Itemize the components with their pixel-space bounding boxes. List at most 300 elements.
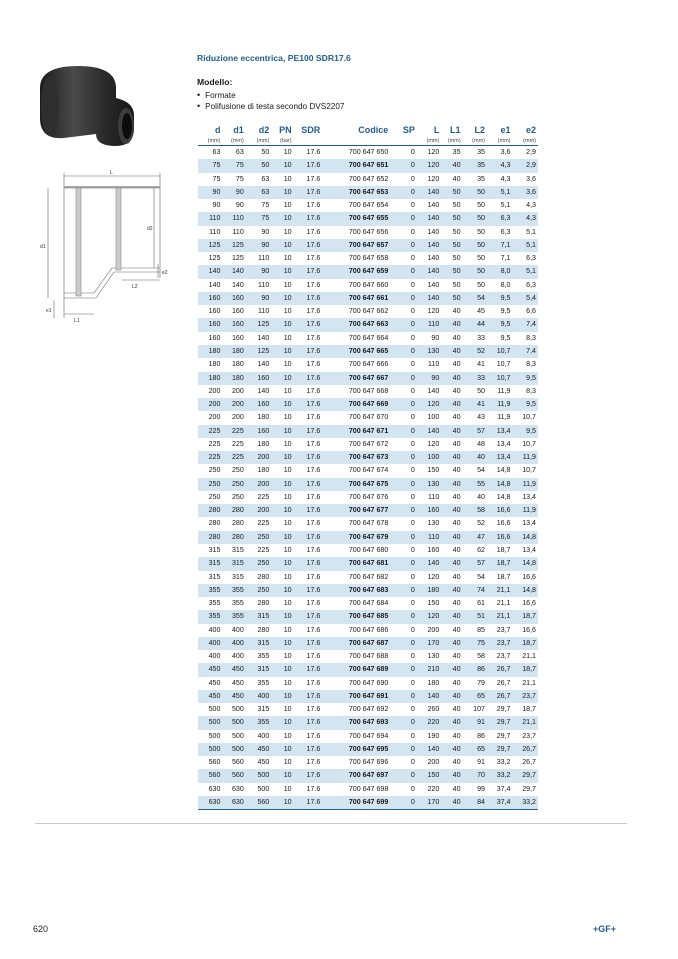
table-cell: 29,7 bbox=[496, 731, 511, 740]
table-cell: 220 bbox=[427, 784, 440, 793]
table-cell: 10 bbox=[283, 678, 292, 687]
table-cell: 50 bbox=[477, 201, 485, 210]
table-cell: 120 bbox=[427, 439, 440, 448]
table-cell: 0 bbox=[390, 743, 417, 756]
table-cell: 58 bbox=[477, 652, 485, 661]
column-header: e1 bbox=[500, 125, 511, 135]
table-cell: 315 bbox=[198, 557, 222, 570]
table-cell: 35 bbox=[452, 148, 461, 156]
table-cell: 0 bbox=[390, 186, 417, 199]
table-cell: 17.6 bbox=[306, 439, 321, 448]
table-cell: 400 bbox=[246, 690, 272, 703]
table-row bbox=[198, 650, 538, 663]
label-L1: L1 bbox=[74, 318, 80, 324]
table-cell: 0 bbox=[410, 227, 415, 236]
column-unit: (mm) bbox=[198, 137, 222, 146]
table-cell: 355 bbox=[222, 584, 245, 597]
table-cell: 21,1 bbox=[522, 678, 536, 687]
table-cell: 0 bbox=[410, 519, 415, 528]
table-cell: 63 bbox=[261, 174, 270, 183]
table-cell: 0 bbox=[390, 292, 417, 305]
table-cell: 125 bbox=[198, 239, 222, 252]
table-cell: 17.6 bbox=[306, 678, 321, 687]
table-cell: 40 bbox=[452, 625, 461, 634]
table-cell: 180 bbox=[257, 413, 270, 422]
table-cell: 8,3 bbox=[526, 333, 536, 342]
table-row bbox=[198, 239, 538, 252]
table-row bbox=[198, 345, 538, 358]
table-cell: 10 bbox=[271, 239, 293, 252]
table-cell: 9,5 bbox=[513, 398, 539, 411]
table-row bbox=[198, 557, 538, 570]
table-cell: 10 bbox=[271, 186, 293, 199]
table-cell: 17.6 bbox=[294, 318, 323, 331]
table-cell: 9,5 bbox=[513, 425, 539, 438]
table-cell: 450 bbox=[257, 758, 270, 767]
table-cell: 160 bbox=[417, 504, 441, 517]
table-cell: 355 bbox=[198, 584, 222, 597]
table-row bbox=[198, 796, 538, 810]
codice-cell: 700 647 667 bbox=[322, 372, 390, 385]
table-cell: 17.6 bbox=[306, 413, 321, 422]
table-cell: 250 bbox=[246, 584, 272, 597]
table-cell: 40 bbox=[441, 557, 462, 570]
table-cell: 0 bbox=[410, 360, 415, 369]
table-cell: 17.6 bbox=[294, 478, 323, 491]
page-number: 620 bbox=[33, 924, 49, 934]
table-cell: 0 bbox=[390, 769, 417, 782]
table-cell: 45 bbox=[477, 307, 485, 316]
table-cell: 79 bbox=[477, 678, 485, 687]
table-cell: 40 bbox=[452, 572, 461, 581]
table-cell: 9,5 bbox=[500, 333, 511, 342]
table-cell: 180 bbox=[257, 439, 270, 448]
table-cell: 200 bbox=[427, 758, 440, 767]
table-cell: 225 bbox=[198, 425, 222, 438]
table-cell: 33 bbox=[463, 372, 487, 385]
codice-cell: 700 647 680 bbox=[348, 545, 389, 554]
codice-cell: 700 647 684 bbox=[348, 599, 389, 608]
table-cell: 200 bbox=[246, 451, 272, 464]
table-cell: 11,9 bbox=[497, 386, 511, 395]
table-cell: 10,7 bbox=[496, 360, 511, 369]
table-cell: 110 bbox=[417, 318, 441, 331]
feature-list bbox=[197, 90, 344, 112]
table-cell: 17.6 bbox=[294, 292, 323, 305]
table-cell: 40 bbox=[452, 599, 461, 608]
table-cell: 355 bbox=[208, 599, 221, 608]
table-cell: 315 bbox=[246, 610, 272, 623]
table-cell: 40 bbox=[441, 584, 462, 597]
codice-cell: 700 647 664 bbox=[348, 333, 389, 342]
codice-cell: 700 647 659 bbox=[322, 265, 390, 278]
table-cell: 160 bbox=[222, 292, 245, 305]
table-cell: 10 bbox=[283, 307, 292, 316]
feature-item: • Formate bbox=[197, 90, 344, 101]
table-cell: 47 bbox=[463, 531, 487, 544]
table-cell: 85 bbox=[477, 625, 485, 634]
table-cell: 140 bbox=[427, 254, 440, 263]
table-cell: 355 bbox=[231, 599, 244, 608]
table-cell: 17.6 bbox=[294, 159, 323, 172]
table-cell: 40 bbox=[441, 398, 462, 411]
table-cell: 6,3 bbox=[526, 254, 536, 263]
table-cell: 40 bbox=[441, 663, 462, 676]
table-cell: 10,7 bbox=[487, 345, 513, 358]
table-row bbox=[198, 783, 538, 796]
table-cell: 0 bbox=[390, 345, 417, 358]
table-cell: 400 bbox=[198, 637, 222, 650]
table-cell: 125 bbox=[231, 254, 244, 263]
table-cell: 110 bbox=[209, 227, 221, 236]
table-cell: 0 bbox=[390, 716, 417, 729]
table-cell: 17.6 bbox=[294, 186, 323, 199]
table-cell: 280 bbox=[257, 599, 270, 608]
table-cell: 280 bbox=[222, 531, 245, 544]
table-cell: 0 bbox=[390, 425, 417, 438]
table-cell: 74 bbox=[463, 584, 487, 597]
table-cell: 13,4 bbox=[522, 492, 536, 501]
table-cell: 90 bbox=[261, 227, 270, 236]
table-cell: 35 bbox=[463, 159, 487, 172]
column-header: L bbox=[433, 125, 440, 135]
table-cell: 0 bbox=[390, 265, 417, 278]
table-cell: 0 bbox=[390, 372, 417, 385]
table-cell: 37,4 bbox=[496, 784, 511, 793]
table-cell: 250 bbox=[246, 531, 272, 544]
codice-cell: 700 647 670 bbox=[348, 413, 389, 422]
table-cell: 10 bbox=[271, 398, 293, 411]
table-cell: 10 bbox=[283, 758, 292, 767]
codice-cell: 700 647 685 bbox=[322, 610, 390, 623]
table-cell: 17.6 bbox=[306, 227, 321, 236]
table-cell: 400 bbox=[222, 637, 245, 650]
table-cell: 120 bbox=[427, 307, 440, 316]
table-cell: 14,8 bbox=[513, 584, 539, 597]
table-cell: 0 bbox=[390, 690, 417, 703]
table-cell: 140 bbox=[427, 201, 440, 210]
table-cell: 40 bbox=[452, 466, 461, 475]
table-cell: 17.6 bbox=[294, 239, 323, 252]
table-cell: 10 bbox=[271, 425, 293, 438]
table-cell: 17.6 bbox=[306, 466, 321, 475]
table-cell: 10 bbox=[271, 769, 293, 782]
codice-cell: 700 647 675 bbox=[322, 478, 390, 491]
table-cell: 90 bbox=[431, 333, 440, 342]
table-cell: 200 bbox=[208, 386, 221, 395]
table-cell: 40 bbox=[452, 731, 461, 740]
table-cell: 160 bbox=[427, 545, 440, 554]
table-row bbox=[198, 637, 538, 650]
table-cell: 0 bbox=[410, 307, 415, 316]
table-cell: 280 bbox=[231, 519, 244, 528]
table-cell: 16,6 bbox=[496, 519, 511, 528]
table-cell: 0 bbox=[390, 584, 417, 597]
table-cell: 190 bbox=[427, 731, 440, 740]
codice-cell: 700 647 697 bbox=[322, 769, 390, 782]
table-cell: 21,1 bbox=[513, 716, 539, 729]
table-cell: 225 bbox=[257, 492, 270, 501]
column-unit: (bar) bbox=[271, 137, 293, 146]
table-cell: 140 bbox=[257, 386, 270, 395]
table-cell: 180 bbox=[222, 345, 245, 358]
table-row bbox=[198, 769, 538, 782]
table-cell: 140 bbox=[198, 265, 222, 278]
codice-cell: 700 647 656 bbox=[348, 227, 389, 236]
table-cell: 40 bbox=[452, 545, 461, 554]
table-cell: 13,4 bbox=[487, 451, 513, 464]
table-cell: 0 bbox=[390, 159, 417, 172]
table-cell: 140 bbox=[417, 212, 441, 225]
table-cell: 50 bbox=[477, 227, 485, 236]
table-cell: 450 bbox=[198, 663, 222, 676]
table-cell: 160 bbox=[231, 333, 244, 342]
table-cell: 0 bbox=[410, 466, 415, 475]
table-cell: 315 bbox=[208, 545, 221, 554]
table-cell: 125 bbox=[222, 239, 245, 252]
table-cell: 110 bbox=[428, 360, 440, 369]
table-cell: 65 bbox=[463, 743, 487, 756]
table-cell: 13,4 bbox=[522, 545, 536, 554]
table-cell: 50 bbox=[463, 265, 487, 278]
table-cell: 17.6 bbox=[306, 572, 321, 581]
table-cell: 160 bbox=[231, 307, 244, 316]
units-row bbox=[198, 137, 538, 146]
table-cell: 160 bbox=[246, 398, 272, 411]
table-cell: 200 bbox=[246, 478, 272, 491]
table-cell: 21,1 bbox=[487, 610, 513, 623]
table-cell: 18,7 bbox=[522, 705, 536, 714]
table-cell: 120 bbox=[427, 174, 440, 183]
table-cell: 17.6 bbox=[294, 531, 323, 544]
table-cell: 43 bbox=[477, 413, 485, 422]
table-cell: 50 bbox=[477, 254, 485, 263]
table-cell: 120 bbox=[427, 572, 440, 581]
table-cell: 18,7 bbox=[513, 637, 539, 650]
table-cell: 17.6 bbox=[306, 254, 321, 263]
table-cell: 17.6 bbox=[306, 148, 321, 156]
table-cell: 40 bbox=[441, 159, 462, 172]
table-cell: 315 bbox=[231, 545, 244, 554]
table-cell: 17.6 bbox=[294, 451, 323, 464]
table-cell: 355 bbox=[198, 610, 222, 623]
table-cell: 10 bbox=[283, 201, 292, 210]
codice-cell: 700 647 660 bbox=[348, 280, 389, 289]
table-cell: 160 bbox=[198, 292, 222, 305]
product-title: Riduzione eccentrica, PE100 SDR17.6 bbox=[197, 53, 351, 63]
table-cell: 10 bbox=[271, 716, 293, 729]
table-cell: 40 bbox=[452, 333, 461, 342]
table-row bbox=[198, 584, 538, 597]
table-cell: 50 bbox=[477, 280, 485, 289]
table-cell: 0 bbox=[390, 531, 417, 544]
codice-cell: 700 647 658 bbox=[348, 254, 389, 263]
table-cell: 8,3 bbox=[526, 360, 536, 369]
table-cell: 54 bbox=[477, 572, 485, 581]
column-unit: (mm) bbox=[513, 137, 539, 146]
table-cell: 10 bbox=[271, 212, 293, 225]
table-cell: 40 bbox=[441, 796, 462, 810]
table-cell: 63 bbox=[235, 148, 244, 156]
table-cell: 280 bbox=[222, 504, 245, 517]
table-cell: 21,1 bbox=[487, 584, 513, 597]
table-cell: 50 bbox=[441, 265, 462, 278]
table-cell: 17.6 bbox=[294, 610, 323, 623]
table-cell: 50 bbox=[441, 212, 462, 225]
table-cell: 180 bbox=[198, 372, 222, 385]
table-cell: 315 bbox=[246, 663, 272, 676]
table-cell: 75 bbox=[463, 637, 487, 650]
table-cell: 10 bbox=[283, 652, 292, 661]
table-cell: 355 bbox=[246, 716, 272, 729]
footer-divider bbox=[35, 823, 627, 824]
feature-item: • Polifusione di testa secondo DVS2207 bbox=[197, 101, 344, 112]
table-cell: 10 bbox=[271, 372, 293, 385]
table-row bbox=[198, 464, 538, 477]
table-cell: 0 bbox=[410, 731, 415, 740]
table-cell: 500 bbox=[208, 705, 221, 714]
table-cell: 55 bbox=[463, 478, 487, 491]
codice-cell: 700 647 672 bbox=[348, 439, 389, 448]
table-cell: 40 bbox=[441, 610, 462, 623]
table-cell: 17.6 bbox=[306, 280, 321, 289]
table-cell: 11,9 bbox=[513, 478, 539, 491]
column-header: L2 bbox=[474, 125, 485, 135]
table-cell: 40 bbox=[452, 413, 461, 422]
table-row bbox=[198, 597, 538, 610]
table-cell: 70 bbox=[463, 769, 487, 782]
table-cell: 17.6 bbox=[294, 743, 323, 756]
table-cell: 630 bbox=[222, 796, 245, 810]
column-header: d bbox=[214, 125, 221, 135]
table-cell: 450 bbox=[222, 690, 245, 703]
table-cell: 160 bbox=[198, 318, 222, 331]
table-cell: 4,3 bbox=[526, 201, 536, 210]
table-cell: 10 bbox=[283, 731, 292, 740]
table-cell: 250 bbox=[231, 466, 244, 475]
table-cell: 250 bbox=[208, 492, 221, 501]
table-cell: 100 bbox=[417, 451, 441, 464]
table-cell: 50 bbox=[246, 159, 272, 172]
table-row bbox=[198, 265, 538, 278]
column-unit: (mm) bbox=[487, 137, 513, 146]
table-cell: 50 bbox=[452, 280, 461, 289]
table-cell: 10 bbox=[271, 451, 293, 464]
table-cell: 35 bbox=[477, 148, 485, 156]
table-cell: 140 bbox=[417, 292, 441, 305]
table-cell: 315 bbox=[208, 572, 221, 581]
codice-cell: 700 647 692 bbox=[348, 705, 389, 714]
table-row bbox=[198, 703, 538, 716]
table-row bbox=[198, 451, 538, 464]
table-cell: 75 bbox=[246, 212, 272, 225]
table-cell: 63 bbox=[212, 148, 221, 156]
table-cell: 130 bbox=[417, 345, 441, 358]
table-cell: 91 bbox=[463, 716, 487, 729]
table-cell: 17.6 bbox=[294, 690, 323, 703]
table-cell: 8,3 bbox=[526, 386, 536, 395]
codice-cell: 700 647 661 bbox=[322, 292, 390, 305]
table-row bbox=[198, 199, 538, 212]
codice-cell: 700 647 657 bbox=[322, 239, 390, 252]
table-cell: 160 bbox=[246, 372, 272, 385]
table-cell: 400 bbox=[231, 652, 244, 661]
table-cell: 125 bbox=[246, 345, 272, 358]
codice-cell: 700 647 662 bbox=[348, 307, 389, 316]
table-cell: 8,0 bbox=[500, 280, 511, 289]
table-row bbox=[198, 159, 538, 172]
table-cell: 17.6 bbox=[294, 769, 323, 782]
codice-cell: 700 647 676 bbox=[348, 492, 389, 501]
codice-cell: 700 647 663 bbox=[322, 318, 390, 331]
column-header: SP bbox=[402, 125, 415, 135]
table-cell: 40 bbox=[441, 716, 462, 729]
table-cell: 40 bbox=[441, 743, 462, 756]
table-cell: 140 bbox=[417, 690, 441, 703]
table-cell: 40 bbox=[441, 478, 462, 491]
table-cell: 140 bbox=[257, 360, 270, 369]
table-cell: 40 bbox=[477, 492, 485, 501]
table-cell: 50 bbox=[452, 201, 461, 210]
table-cell: 500 bbox=[231, 731, 244, 740]
table-cell: 140 bbox=[417, 239, 441, 252]
table-cell: 40 bbox=[441, 769, 462, 782]
table-cell: 630 bbox=[208, 784, 221, 793]
table-cell: 140 bbox=[427, 227, 440, 236]
codice-cell: 700 647 696 bbox=[348, 758, 389, 767]
table-cell: 40 bbox=[452, 678, 461, 687]
table-cell: 75 bbox=[261, 201, 270, 210]
table-cell: 140 bbox=[257, 333, 270, 342]
table-cell: 225 bbox=[222, 425, 245, 438]
spec-table bbox=[198, 124, 538, 810]
table-cell: 57 bbox=[463, 557, 487, 570]
table-cell: 0 bbox=[410, 705, 415, 714]
table-cell: 400 bbox=[208, 652, 221, 661]
table-cell: 50 bbox=[261, 148, 270, 156]
table-cell: 90 bbox=[212, 201, 221, 210]
table-row bbox=[198, 491, 538, 504]
table-cell: 225 bbox=[222, 451, 245, 464]
table-cell: 140 bbox=[231, 280, 244, 289]
table-cell: 54 bbox=[477, 466, 485, 475]
column-unit: (mm) bbox=[463, 137, 487, 146]
table-row bbox=[198, 372, 538, 385]
table-cell: 400 bbox=[208, 625, 221, 634]
column-unit: (mm) bbox=[222, 137, 245, 146]
table-cell: 140 bbox=[427, 386, 440, 395]
codice-cell: 700 647 687 bbox=[322, 637, 390, 650]
table-cell: 200 bbox=[222, 398, 245, 411]
table-cell: 41 bbox=[477, 360, 485, 369]
column-unit bbox=[390, 137, 417, 146]
column-header: SDR bbox=[301, 125, 321, 135]
table-cell: 90 bbox=[222, 186, 245, 199]
table-cell: 180 bbox=[198, 345, 222, 358]
table-cell: 40 bbox=[452, 705, 461, 714]
table-cell: 10 bbox=[283, 599, 292, 608]
table-cell: 29,7 bbox=[522, 784, 536, 793]
table-cell: 40 bbox=[452, 439, 461, 448]
table-cell: 52 bbox=[463, 345, 487, 358]
table-row bbox=[198, 690, 538, 703]
table-cell: 200 bbox=[198, 398, 222, 411]
codice-cell: 700 647 655 bbox=[322, 212, 390, 225]
table-cell: 630 bbox=[198, 796, 222, 810]
table-cell: 0 bbox=[410, 413, 415, 422]
table-cell: 10 bbox=[283, 413, 292, 422]
table-cell: 75 bbox=[212, 174, 221, 183]
